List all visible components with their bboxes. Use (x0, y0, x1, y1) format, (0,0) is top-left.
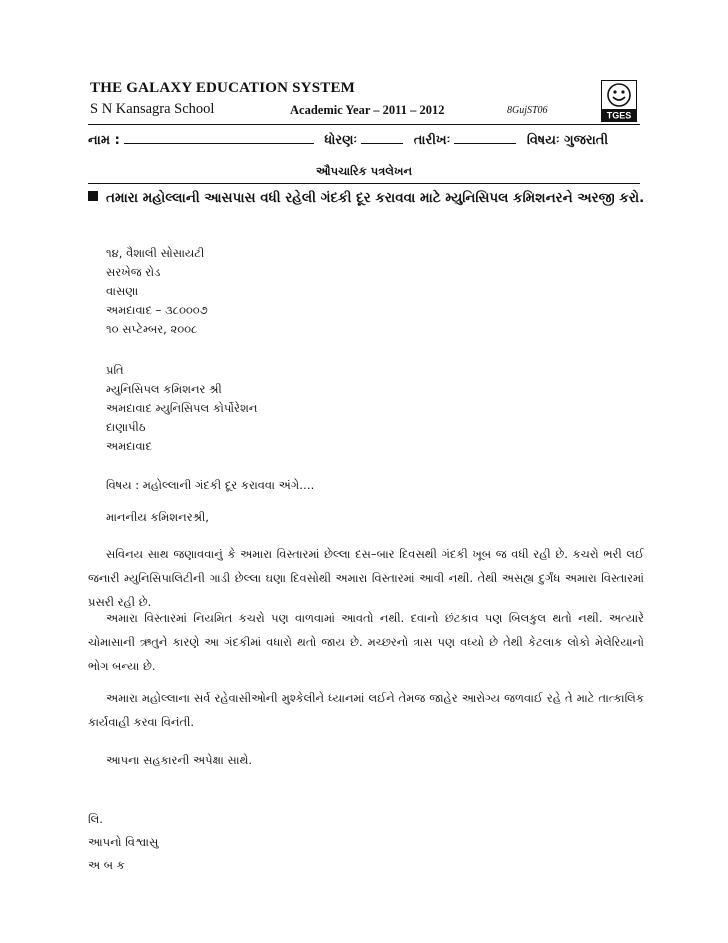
document-code: 8GujST06 (507, 105, 548, 116)
address-line: અમદાવાદ – ૩૮૦૦૦૭ (106, 303, 208, 317)
institution-title: THE GALAXY EDUCATION SYSTEM (90, 80, 356, 96)
logo-text: TGES (606, 110, 632, 121)
recipient-line: મ્યુનિસિપલ કમિશનર શ્રી (106, 382, 222, 396)
standard-label: ધોરણઃ (324, 133, 358, 148)
salutation: માનનીય કમિશનરશ્રી, (106, 510, 209, 524)
standard-field[interactable] (361, 131, 403, 144)
recipient-address (106, 361, 257, 456)
body-paragraph: સવિનય સાથ જણાવવાનું કે અમારા વિસ્તારમાં છેલ્લા દસ–બાર દિવસથી ગંદકી ખૂબ જ વધી રહી છે. કચરો ભરી લઈ જનારી મ્યુનિસિપાલિટીની ગાડી છેલ્લા ઘણા દિવસોથી અમારા વિસ્તારમાં આવી નથી. તેથી અસહ્ય દુર્ગંધ અમારા વિસ્તારમાં પ્રસરી રહી છે. (88, 547, 644, 609)
tges-logo (601, 80, 637, 122)
letter-date: ૧૦ સપ્ટેમ્બર, ૨૦૦૮ (106, 322, 198, 336)
header-divider (88, 124, 640, 125)
subject-label: વિષયઃ ગુજરાતી (526, 133, 609, 148)
body-paragraph: અમારા મહોલ્લાના સર્વ રહેવાસીઓની મુશ્કેલીને ધ્યાનમાં લઈને તેમજ જાહેર આરોગ્ય જળવાઈ રહે તે માટે તાત્કાલિક કાર્યવાહી કરવા વિનંતી. (88, 691, 644, 729)
school-name: S N Kansagra School (90, 101, 215, 117)
name-label: નામ : (88, 133, 120, 148)
letter-subject: વિષય : મહોલ્લાની ગંદકી દૂર કરાવવા અંગે…. (106, 478, 315, 492)
letter-closing (88, 808, 158, 877)
sender-address (106, 244, 208, 339)
address-line: વાસણા (106, 284, 139, 298)
name-field[interactable] (124, 131, 314, 144)
signature-name: અ બ ક (88, 858, 125, 872)
bullet-square-icon (88, 191, 98, 201)
recipient-line: અમદાવાદ (106, 439, 152, 453)
body-paragraph: આપના સહકારની અપેક્ષા સાથે. (106, 753, 253, 767)
address-line: સરખેજ રોડ (106, 265, 161, 279)
question-prompt: તમારા મહોલ્લાની આસપાસ વધી રહેલી ગંદકી દૂર કરાવવા માટે મ્યુનિસિપલ કમિશનરને અરજી કરો. (106, 190, 645, 206)
date-field[interactable] (454, 131, 516, 144)
recipient-line: અમદાવાદ મ્યુનિસિપલ કોર્પોરેશન (106, 401, 258, 415)
date-label: તારીખઃ (413, 133, 451, 148)
address-line: ૧૪, વૈશાલી સોસાયટી (106, 246, 205, 260)
closing-line: લિ. (88, 812, 103, 826)
academic-year: Academic Year – 2011 – 2012 (290, 103, 445, 117)
worksheet-subtitle: ઔપચારિક પત્રલેખન (315, 164, 413, 178)
closing-line: આપનો વિશ્વાસુ (88, 835, 159, 849)
recipient-line: દાણાપીઠ (106, 420, 146, 434)
recipient-line: પ્રતિ (106, 363, 124, 377)
body-paragraph: અમારા વિસ્તારમાં નિયમિત કચરો પણ વાળવામાં આવતો નથી. દવાનો છંટકાવ પણ બિલકુલ થતો નથી. અત્યારે ચોમાસાની ઋતુને કારણે આ ગંદકીમાં વધારો થતો જાય છે. મચ્છરનો ત્રાસ પણ વધ્યો છે તેથી કેટલાક લોકો મેલેરિયાનો ભોગ બન્યા છે. (88, 611, 644, 673)
subtitle-divider (88, 183, 640, 184)
student-info-line (88, 131, 648, 148)
